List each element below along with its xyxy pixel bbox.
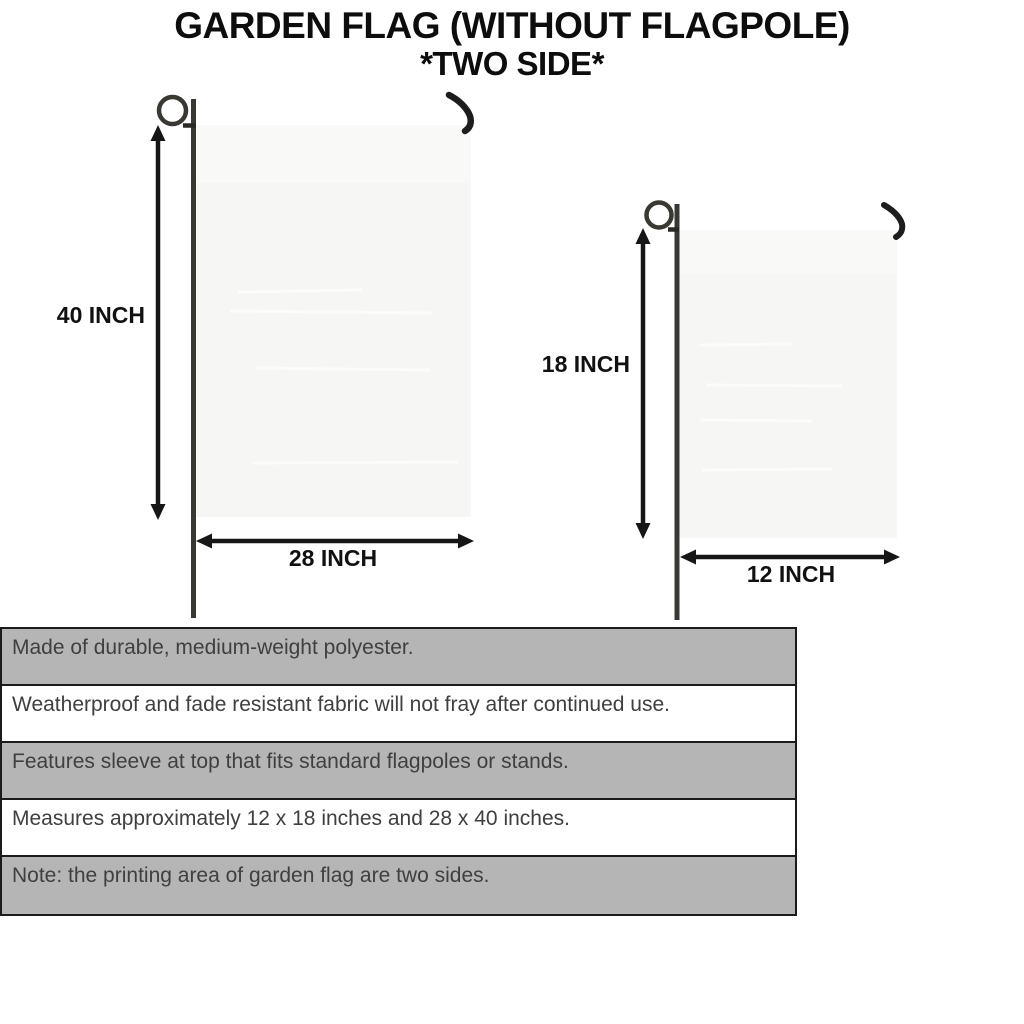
large-height-dimension-arrow <box>151 125 166 520</box>
small-pole-loop-icon <box>647 203 672 228</box>
large-flag-width-label: 28 INCH <box>288 545 378 571</box>
feature-row-sleeve: Features sleeve at top that fits standard flagpoles or stands. <box>2 743 795 800</box>
large-flag-canvas <box>196 125 471 517</box>
title-line1: GARDEN FLAG (WITHOUT FLAGPOLE) <box>174 5 850 46</box>
small-flag-sleeve <box>678 230 897 274</box>
small-flag-diagram <box>636 203 903 621</box>
title-line2: *TWO SIDE* <box>420 44 604 82</box>
large-pole-loop-icon <box>159 97 186 124</box>
feature-row-note: Note: the printing area of garden flag are two sides. <box>2 857 795 914</box>
feature-row-weatherproof: Weatherproof and fade resistant fabric will not fray after continued use. <box>2 686 795 743</box>
small-height-dimension-arrow <box>636 228 651 539</box>
feature-table <box>0 627 797 916</box>
feature-row-measures: Measures approximately 12 x 18 inches and 28 x 40 inches. <box>2 800 795 857</box>
large-flag-diagram <box>151 95 475 618</box>
large-flag-height-label: 40 INCH <box>56 302 145 328</box>
large-flag-sleeve <box>196 125 471 183</box>
small-flag-width-label: 12 INCH <box>746 561 836 587</box>
feature-row-material: Made of durable, medium-weight polyester. <box>2 629 795 686</box>
small-flag-height-label: 18 INCH <box>541 351 630 377</box>
